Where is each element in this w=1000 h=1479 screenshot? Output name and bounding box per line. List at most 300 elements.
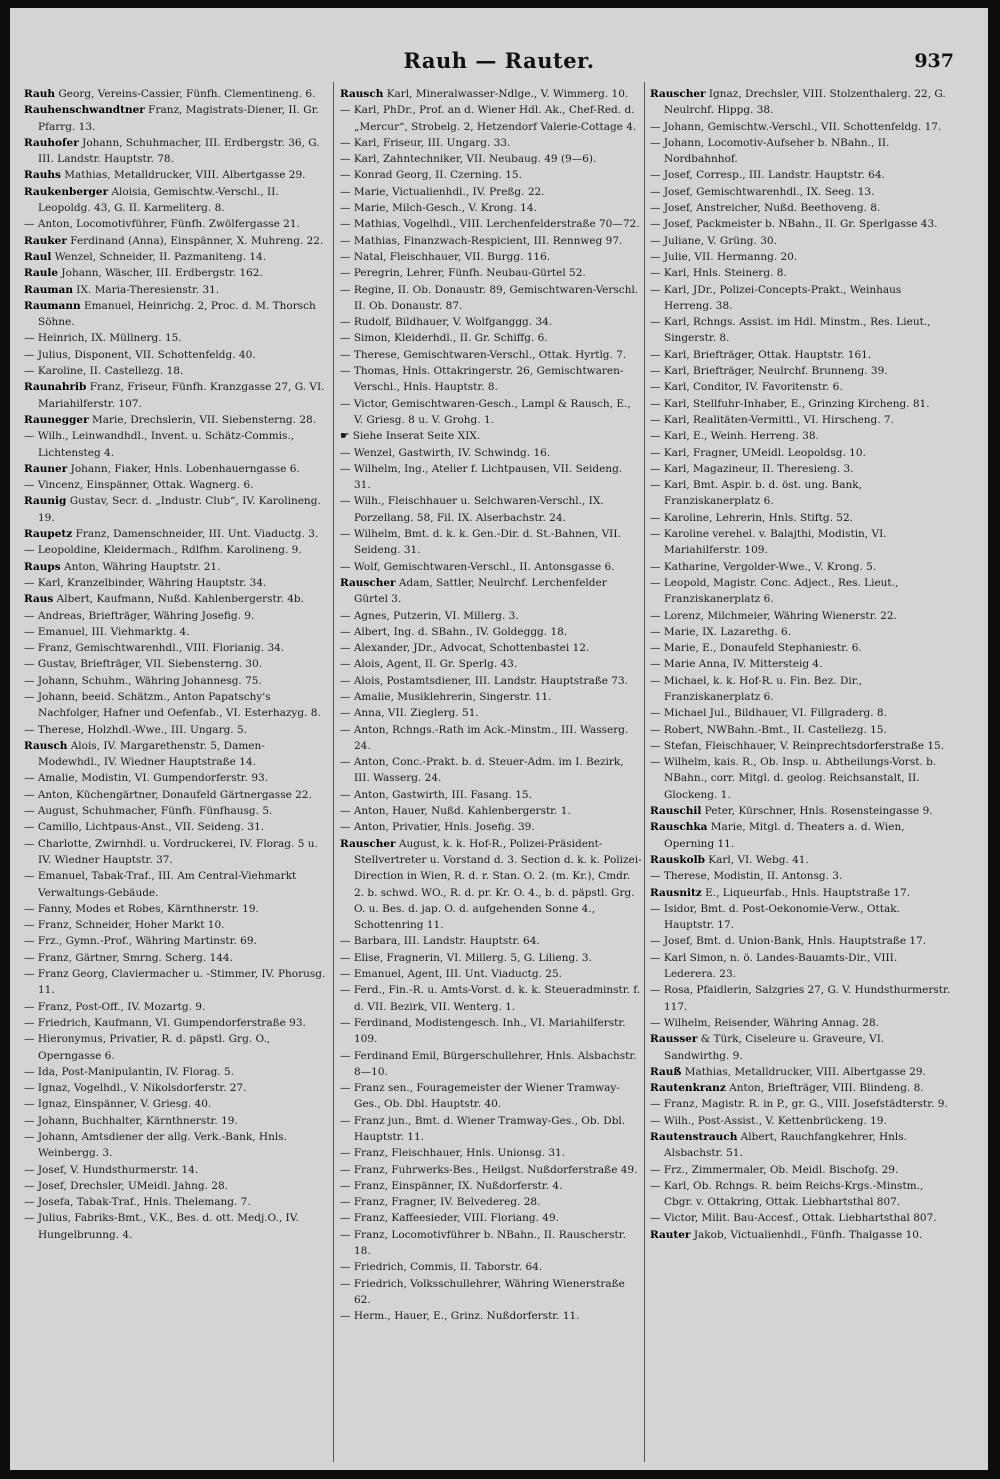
entry-details: — Frz., Gymn.-Prof., Währing Martinstr. 69. [24, 935, 257, 948]
entry-details: — Wilhelm, Reisender, Währing Annag. 28. [650, 1016, 880, 1029]
entry-details: — Marie, E., Donaufeld Stephaniestr. 6. [650, 642, 862, 655]
directory-entry [650, 819, 952, 852]
entry-surname: Rausser [650, 1033, 698, 1046]
directory-entry [24, 787, 326, 803]
entry-details: Aloisia, Gemischtw.-Verschl., II. Leopoldg. 43, G. II. Karmeliterg. 8. [38, 185, 279, 215]
directory-entry [24, 656, 326, 672]
directory-entry [340, 216, 642, 232]
directory-entry [650, 119, 952, 135]
entry-details: Wenzel, Schneider, II. Pazmaniteng. 14. [54, 250, 267, 263]
directory-entry [340, 787, 642, 803]
directory-entry [650, 135, 952, 168]
directory-entry [650, 705, 952, 721]
directory-entry [650, 1210, 952, 1226]
entry-details: — Michael Jul., Bildhauer, VI. Fillgraderg. 8. [650, 707, 887, 720]
entry-details: — Agnes, Putzerin, VI. Millerg. 3. [340, 609, 519, 622]
entry-surname: Rautenstrauch [650, 1131, 738, 1143]
directory-entry [340, 1178, 642, 1194]
entry-details: — Franz, Einspänner, IX. Nußdorferstr. 4. [340, 1179, 563, 1192]
directory-entry [650, 233, 952, 249]
entry-details: — Marie, Victualienhdl., IV. Preßg. 22. [340, 185, 545, 198]
entry-details: — Karl, Briefträger, Neulrchf. Brunneng. 39. [650, 365, 888, 378]
entry-details: — Ignaz, Einspänner, V. Griesg. 40. [24, 1098, 212, 1111]
entry-details: — Karl, JDr., Polizei-Concepts-Prakt., Weinhaus Herreng. 38. [650, 283, 902, 312]
entry-details: — Rudolf, Bildhauer, V. Wolfganggg. 34. [340, 316, 553, 329]
entry-details: — Mathias, Finanzwach-Respicient, III. Rennweg 97. [340, 234, 623, 247]
directory-entry [650, 722, 952, 738]
entry-details: — Alexander, JDr., Advocat, Schottenbastei 12. [340, 642, 590, 655]
entry-details: — Franz, Gärtner, Smrng. Scherg. 144. [24, 951, 233, 964]
entry-details: — Anton, Locomotivführer, Fünfh. Zwölfergasse 21. [24, 218, 300, 231]
directory-entry [340, 575, 642, 608]
entry-details: — Franz, Gemischtwarenhdl., VIII. Florianig. 34. [24, 642, 285, 655]
directory-entry [650, 314, 952, 347]
directory-entry [340, 1227, 642, 1260]
directory-entry [650, 379, 952, 395]
directory-entry [340, 689, 642, 705]
directory-entry [650, 868, 952, 884]
entry-details: Mathias, Metalldrucker, VIII. Albertgasse 29. [684, 1065, 926, 1078]
directory-entry [650, 738, 952, 754]
directory-entry [650, 412, 952, 428]
entry-details: — Anna, VII. Zieglerg. 51. [340, 707, 479, 720]
directory-entry [24, 868, 326, 901]
directory-entry [24, 330, 326, 346]
directory-entry [650, 624, 952, 640]
directory-entry [340, 233, 642, 249]
directory-entry [340, 102, 642, 135]
directory-entry [24, 542, 326, 558]
directory-entry [24, 738, 326, 771]
entry-details: — Friedrich, Volksschullehrer, Währing Wienerstraße 62. [340, 1277, 625, 1306]
entry-details: Karl, VI. Webg. 41. [708, 853, 809, 866]
directory-entry [650, 1064, 952, 1080]
entry-details: Ignaz, Drechsler, VIII. Stolzenthalerg. 22, G. Neulrchf. Hippg. 38. [664, 88, 946, 117]
column-divider [333, 82, 334, 1462]
directory-entry [24, 249, 326, 265]
directory-entry [24, 836, 326, 869]
directory-entry [340, 265, 642, 281]
directory-entry [340, 608, 642, 624]
entry-details: — Johann, Buchhalter, Kärnthnerstr. 19. [24, 1114, 238, 1127]
directory-entry [340, 396, 642, 429]
directory-entry [650, 1162, 952, 1178]
entry-details: Adam, Sattler, Neulrchf. Lerchenfelder Gürtel 3. [354, 576, 607, 606]
entry-details: — Franz, Kaffeesieder, VIII. Floriang. 49. [340, 1212, 559, 1225]
directory-page [10, 8, 988, 1470]
directory-entry [650, 754, 952, 803]
directory-entry [340, 445, 642, 461]
directory-entry [24, 640, 326, 656]
directory-entry [650, 640, 952, 656]
directory-entry [24, 477, 326, 493]
entry-details: — Josef, Anstreicher, Nußd. Beethoveng. 8. [650, 202, 881, 215]
entry-details: — Karl, Stellfuhr-Inhaber, E., Grinzing Kircheng. 81. [650, 397, 930, 410]
directory-entry [650, 200, 952, 216]
entry-details: — Julius, Disponent, VII. Schottenfeldg. 40. [24, 348, 256, 361]
directory-entry [24, 347, 326, 363]
directory-entry [24, 1064, 326, 1080]
entry-details: — Franz, Fuhrwerks-Bes., Heilgst. Nußdorferstraße 49. [340, 1163, 638, 1176]
entry-details: — Karl, Bmt. Aspir. b. d. öst. ung. Bank, Franziskanerplatz 6. [650, 479, 862, 508]
entry-surname: Raunahrib [24, 381, 87, 394]
directory-entry [650, 982, 952, 1015]
entry-details: — Leopoldine, Kleidermach., Rdlfhm. Karolineng. 9. [24, 544, 302, 557]
entry-details: Emanuel, Heinrichg. 2, Proc. d. M. Thorsch Söhne. [38, 299, 316, 329]
directory-entry [340, 673, 642, 689]
entry-details: — Karl, Briefträger, Ottak. Hauptstr. 161. [650, 348, 872, 361]
entry-details: — Franz, Schneider, Hoher Markt 10. [24, 919, 225, 932]
entry-details: — Amalie, Musiklehrerin, Singerstr. 11. [340, 690, 552, 703]
entry-details: — Karl, Rchngs. Assist. im Hdl. Minstm., Res. Lieut., Singerstr. 8. [650, 316, 931, 345]
directory-entry [24, 1031, 326, 1064]
entry-surname: Rauscher [340, 837, 396, 850]
entry-surname: Rauhofer [24, 136, 79, 149]
entry-details: — Marie Anna, IV. Mittersteig 4. [650, 658, 823, 671]
directory-entry [650, 559, 952, 575]
column-divider [644, 82, 645, 1462]
directory-entry [340, 656, 642, 672]
directory-entry [24, 412, 326, 428]
directory-entry [24, 1015, 326, 1031]
directory-entry [24, 298, 326, 331]
directory-entry [24, 184, 326, 217]
directory-entry [340, 982, 642, 1015]
directory-entry [650, 265, 952, 281]
entry-details: Albert, Kaufmann, Nußd. Kahlenbergerstr. 4b. [56, 593, 304, 606]
directory-entry [24, 363, 326, 379]
entry-details: — Konrad Georg, II. Czerning. 15. [340, 169, 522, 182]
entry-details: — Katharine, Vergolder-Wwe., V. Krong. 5. [650, 560, 877, 573]
entry-details: — Johann, Locomotiv-Aufseher b. NBahn., II. Nordbahnhof. [650, 136, 890, 166]
directory-entry [650, 656, 952, 672]
entry-details: — Ida, Post-Manipulantin, IV. Florag. 5. [24, 1065, 234, 1078]
entry-details: August, k. k. Hof-R., Polizei-Präsident-Stellvertreter u. Vorstand d. 3. Section d. k. k. Polizei-Direction in Wien, R. d. r. Stan. O. 2. (m. Kr.), Cmdr. 2. b. schwd. WO., R. d. pr. Kr. O. 4., b. d. päpstl. Grg. O. u. Bes. d. jap. O. d. aufgehenden Sonne 4., Schottenring 11. [354, 837, 642, 932]
directory-entry [650, 933, 952, 949]
directory-entry [650, 1113, 952, 1129]
entry-details: — Wenzel, Gastwirth, IV. Schwindg. 16. [340, 446, 551, 459]
entry-details: Johann, Fiaker, Hnls. Lobenhauerngasse 6. [70, 462, 300, 475]
column-2 [340, 86, 642, 1462]
entry-details: — Franz sen., Fouragemeister der Wiener Tramway-Ges., Ob. Dbl. Hauptstr. 40. [340, 1082, 620, 1111]
entry-details: Albert, Rauchfangkehrer, Hnls. Alsbachstr. 51. [664, 1131, 908, 1160]
entry-details: Jakob, Victualienhdl., Fünfh. Thalgasse 10. [693, 1228, 923, 1241]
entry-details: — Josef, Packmeister b. NBahn., II. Gr. Sperlgasse 43. [650, 218, 938, 231]
entry-details: — Wilh., Fleischhauer u. Selchwaren-Verschl., IX. Porzellang. 58, Fil. IX. Alserbachstr. 24. [340, 495, 604, 524]
directory-entry [24, 673, 326, 689]
directory-entry [650, 477, 952, 510]
entry-details: — Camillo, Lichtpaus-Anst., VII. Seideng. 31. [24, 821, 265, 834]
directory-entry [340, 624, 642, 640]
entry-details: — Anton, Hauer, Nußd. Kahlenbergerstr. 1. [340, 805, 571, 818]
directory-entry [650, 575, 952, 608]
directory-entry [340, 86, 642, 102]
directory-entry [24, 493, 326, 526]
entry-surname: Rauskolb [650, 853, 705, 866]
entry-details: — Johann, Schuhm., Währing Johannesg. 75. [24, 674, 262, 687]
entry-surname: Raunegger [24, 413, 89, 426]
entry-details: — Josef, Bmt. d. Union-Bank, Hnls. Hauptstraße 17. [650, 935, 927, 948]
entry-details: — Karl, Conditor, IV. Favoritenstr. 6. [650, 381, 843, 394]
directory-entry [340, 167, 642, 183]
directory-entry [650, 673, 952, 706]
directory-entry [650, 184, 952, 200]
directory-entry [650, 852, 952, 868]
entry-details: — Alois, Agent, II. Gr. Sperlg. 43. [340, 658, 518, 671]
directory-entry [340, 314, 642, 330]
entry-surname: Rauhenschwandtner [24, 104, 145, 117]
entry-details: — Karl, Hnls. Steinerg. 8. [650, 267, 787, 280]
entry-details: — Karl, E., Weinh. Herreng. 38. [650, 430, 819, 443]
entry-surname: Raupetz [24, 528, 73, 541]
column-1 [24, 86, 326, 1462]
entry-details: Mathias, Metalldrucker, VIII. Albertgasse 29. [64, 169, 306, 182]
directory-entry [340, 1145, 642, 1161]
entry-details: — Karl, Kranzelbinder, Währing Hauptstr. 34. [24, 576, 267, 589]
entry-details: & Türk, Ciseleure u. Graveure, VI. Sandwirthg. 9. [664, 1033, 885, 1062]
directory-entry [650, 1080, 952, 1096]
directory-entry [340, 135, 642, 151]
entry-details: Johann, Wäscher, III. Erdbergstr. 162. [61, 267, 263, 280]
entry-details: — Robert, NWBahn.-Bmt., II. Castellezg. 15. [650, 723, 887, 736]
entry-details: — Emanuel, Tabak-Traf., III. Am Central-Viehmarkt Verwaltungs-Gebäude. [24, 870, 297, 899]
directory-entry [24, 526, 326, 542]
directory-entry [650, 396, 952, 412]
directory-entry [650, 608, 952, 624]
directory-entry [340, 428, 642, 444]
directory-entry [24, 933, 326, 949]
entry-details: — Franz, Post-Off., IV. Mozartg. 9. [24, 1000, 206, 1013]
entry-details: — Marie, Milch-Gesch., V. Krong. 14. [340, 202, 537, 215]
directory-entry [650, 167, 952, 183]
page-number: 937 [914, 50, 954, 72]
entry-details: — Franz, Fragner, IV. Belvedereg. 28. [340, 1196, 541, 1209]
directory-entry [24, 428, 326, 461]
directory-entry [340, 347, 642, 363]
entry-details: — Therese, Modistin, II. Antonsg. 3. [650, 870, 843, 883]
directory-entry [24, 135, 326, 168]
entry-surname: Rauschka [650, 821, 708, 834]
directory-entry [24, 461, 326, 477]
entry-details: — Albert, Ing. d. SBahn., IV. Goldeggg. 18. [340, 625, 568, 638]
entry-surname: Rauker [24, 234, 67, 247]
directory-entry [340, 1210, 642, 1226]
page-header [10, 48, 988, 78]
entry-details: — Fanny, Modes et Robes, Kärnthnerstr. 19. [24, 902, 259, 915]
entry-surname: Raups [24, 560, 61, 573]
entry-surname: Raumann [24, 299, 81, 312]
directory-entry [24, 265, 326, 281]
entry-details: — Friedrich, Kaufmann, VI. Gumpendorferstraße 93. [24, 1016, 306, 1029]
entry-details: Johann, Schuhmacher, III. Erdbergstr. 36, G. III. Landstr. Hauptstr. 78. [38, 136, 320, 166]
directory-entry [24, 1162, 326, 1178]
entry-details: Alois, IV. Margarethenstr. 5, Damen-Modewhdl., IV. Wiedner Hauptstraße 14. [38, 739, 265, 769]
directory-entry [340, 640, 642, 656]
directory-entry [340, 249, 642, 265]
directory-entry [340, 803, 642, 819]
entry-details: — Rosa, Pfaidlerin, Salzgries 27, G. V. Hundsthurmerstr. 117. [650, 984, 951, 1013]
entry-surname: Rauner [24, 462, 68, 475]
directory-entry [650, 86, 952, 119]
directory-entry [650, 1096, 952, 1112]
entry-surname: Rausch [24, 739, 68, 752]
entry-details: — Karl, Zahntechniker, VII. Neubaug. 49 (9—6). [340, 153, 597, 166]
directory-entry [24, 282, 326, 298]
entry-details: — Isidor, Bmt. d. Post-Oekonomie-Verw., Ottak. Hauptstr. 17. [650, 902, 900, 932]
directory-entry [340, 722, 642, 755]
entry-details: — Anton, Gastwirth, III. Fasang. 15. [340, 788, 532, 801]
directory-entry [650, 1031, 952, 1064]
entry-surname: Raukenberger [24, 185, 109, 198]
directory-entry [340, 526, 642, 559]
directory-entry [650, 950, 952, 983]
directory-entry [24, 575, 326, 591]
entry-details: — Josef, Drechsler, UMeidl. Jahng. 28. [24, 1179, 228, 1192]
directory-entry [340, 1048, 642, 1081]
entry-details: — Franz Georg, Claviermacher u. -Stimmer, IV. Phorusg. 11. [24, 968, 326, 997]
column-3 [650, 86, 952, 1462]
directory-entry [24, 379, 326, 412]
entry-surname: Rauhs [24, 169, 61, 182]
entry-details: — Josefa, Tabak-Traf., Hnls. Thelemang. 7. [24, 1196, 251, 1209]
directory-entry [24, 999, 326, 1015]
directory-entry [24, 722, 326, 738]
entry-surname: Rauscher [340, 576, 396, 589]
directory-entry [24, 1178, 326, 1194]
directory-entry [24, 102, 326, 135]
entry-details: Karl, Mineralwasser-Ndlge., V. Wimmerg. 10. [386, 88, 629, 100]
entry-details: Georg, Vereins-Cassier, Fünfh. Clementineng. 6. [58, 88, 316, 100]
entry-surname: Rauter [650, 1228, 691, 1241]
entry-details: Anton, Briefträger, VIII. Blindeng. 8. [729, 1082, 924, 1095]
directory-entry [340, 819, 642, 835]
directory-entry [650, 249, 952, 265]
entry-surname: Rauschil [650, 805, 702, 818]
entry-details: — Victor, Gemischtwaren-Gesch., Lampl & Rausch, E., V. Griesg. 8 u. V. Grohg. 1. [340, 397, 631, 426]
entry-details: Anton, Währing Hauptstr. 21. [64, 560, 221, 573]
directory-entry [650, 1015, 952, 1031]
directory-entry [24, 624, 326, 640]
entry-details: — Josef, Corresp., III. Landstr. Hauptstr. 64. [650, 169, 885, 182]
entry-details: — Andreas, Briefträger, Währing Josefig. 9. [24, 609, 255, 622]
entry-details: — Thomas, Hnls. Ottakringerstr. 26, Gemischtwaren-Verschl., Hnls. Hauptstr. 8. [340, 365, 624, 394]
entry-details: — Johann, beeid. Schätzm., Anton Papatschy's Nachfolger, Hafner und Oefenfab., VI. Esterhazyg. 8. [24, 690, 321, 720]
directory-entry [24, 917, 326, 933]
entry-details: — Amalie, Modistin, VI. Gumpendorferstr. 93. [24, 772, 269, 785]
entry-details: — Josef, V. Hundsthurmerstr. 14. [24, 1163, 199, 1176]
directory-entry [340, 1308, 642, 1324]
entry-details: Ferdinand (Anna), Einspänner, X. Muhreng. 22. [70, 234, 324, 247]
entry-details: — Wolf, Gemischtwaren-Verschl., II. Antonsgasse 6. [340, 560, 615, 573]
entry-details: — Victor, Milit. Bau-Accesf., Ottak. Liebhartsthal 807. [650, 1212, 937, 1225]
entry-details: — Hieronymus, Privatier, R. d. päpstl. Grg. O., Operngasse 6. [24, 1033, 271, 1062]
entry-details: — Vincenz, Einspänner, Ottak. Wagnerg. 6. [24, 479, 254, 492]
directory-entry [24, 966, 326, 999]
directory-entry [24, 1194, 326, 1210]
entry-details: — Natal, Fleischhauer, VII. Burgg. 116. [340, 250, 551, 263]
directory-entry [650, 885, 952, 901]
directory-entry [650, 510, 952, 526]
directory-entry [340, 461, 642, 494]
directory-entry [340, 200, 642, 216]
directory-entry [24, 950, 326, 966]
directory-entry [24, 689, 326, 722]
entry-details: — Karl, Ob. Rchngs. R. beim Reichs-Krgs.-Minstm., Cbgr. v. Ottakring, Ottak. Liebhartsthal 807. [650, 1179, 924, 1209]
directory-entry [650, 1227, 952, 1243]
directory-entry [650, 901, 952, 934]
directory-entry [340, 493, 642, 526]
directory-entry [24, 591, 326, 607]
directory-entry [340, 151, 642, 167]
entry-details: — Therese, Holzhdl.-Wwe., III. Ungarg. 5. [24, 723, 248, 736]
entry-details: Gustav, Secr. d. „Industr. Club“, IV. Karolineng. 19. [38, 495, 321, 524]
entry-surname: Rauß [650, 1065, 682, 1078]
entry-details: — Juliane, V. Grüng. 30. [650, 234, 777, 247]
entry-surname: Raul [24, 250, 52, 263]
entry-details: Peter, Kürschner, Hnls. Rosensteingasse 9. [704, 805, 933, 818]
directory-entry [24, 819, 326, 835]
directory-entry [650, 347, 952, 363]
directory-entry [650, 445, 952, 461]
entry-details: — Josef, Gemischtwarenhdl., IX. Seeg. 13. [650, 185, 875, 198]
entry-details: — Michael, k. k. Hof-R. u. Fin. Bez. Dir., Franziskanerplatz 6. [650, 674, 863, 703]
directory-entry [24, 608, 326, 624]
entry-details: — Emanuel, Agent, III. Unt. Viaductg. 25. [340, 968, 562, 981]
entry-details: — Karoline, Lehrerin, Hnls. Stiftg. 52. [650, 511, 853, 524]
entry-details: — Johann, Gemischtw.-Verschl., VII. Schottenfeldg. 17. [650, 120, 942, 133]
entry-details: — Wilhelm, kais. R., Ob. Insp. u. Abtheilungs-Vorst. b. NBahn., corr. Mitgl. d. geolog. Reichsanstalt, II. Glockeng. 1. [650, 756, 937, 801]
entry-details: — Leopold, Magistr. Conc. Adject., Res. Lieut., Franziskanerplatz 6. [650, 576, 899, 606]
entry-details: — Franz jun., Bmt. d. Wiener Tramway-Ges., Ob. Dbl. Hauptstr. 11. [340, 1114, 626, 1143]
entry-surname: Rausch [340, 88, 384, 100]
directory-entry [24, 1080, 326, 1096]
entry-details: — Wilhelm, Bmt. d. k. k. Gen.-Dir. d. St.-Bahnen, VII. Seideng. 31. [340, 528, 621, 557]
directory-entry [24, 216, 326, 232]
entry-details: — Karl, Fragner, UMeidl. Leopoldsg. 10. [650, 446, 866, 459]
directory-entry [24, 86, 326, 102]
directory-entry [24, 1129, 326, 1162]
entry-details: — Karoline verehel. v. Balajthi, Modistin, VI. Mariahilferstr. 109. [650, 528, 887, 557]
entry-details: ☛ Siehe Inserat Seite XIX. [340, 430, 481, 443]
directory-entry [340, 1259, 642, 1275]
entry-details: — Karl, Magazineur, II. Theresieng. 3. [650, 462, 854, 475]
directory-entry [650, 282, 952, 315]
entry-details: — Karl Simon, n. ö. Landes-Bauamts-Dir., VIII. Lederera. 23. [650, 951, 898, 981]
directory-entry [650, 803, 952, 819]
directory-entry [24, 901, 326, 917]
directory-entry [340, 1276, 642, 1309]
page-title: Rauh — Rauter. [403, 48, 595, 73]
directory-entry [24, 770, 326, 786]
directory-entry [24, 559, 326, 575]
directory-entry [340, 363, 642, 396]
entry-details: IX. Maria-Theresienstr. 31. [76, 283, 220, 296]
entry-details: — Ferdinand, Modistengesch. Inh., VI. Mariahilferstr. 109. [340, 1016, 626, 1046]
directory-entry [340, 933, 642, 949]
entry-details: Marie, Drechslerin, VII. Siebensterng. 28. [91, 413, 317, 426]
entry-details: — Lorenz, Milchmeier, Währing Wienerstr. 22. [650, 609, 897, 622]
entry-surname: Rautenkranz [650, 1082, 726, 1095]
entry-details: — Herm., Hauer, E., Grinz. Nußdorferstr. 11. [340, 1310, 580, 1323]
directory-entry [340, 966, 642, 982]
entry-details: — Ferd., Fin.-R. u. Amts-Vorst. d. k. k. Steueradminstr. f. d. VII. Bezirk, VII. Wenterg. 1. [340, 984, 641, 1013]
directory-entry [340, 754, 642, 787]
entry-details: — Wilh., Leinwandhdl., Invent. u. Schätz-Commis., Lichtensteg 4. [24, 430, 295, 459]
entry-details: E., Liqueurfab., Hnls. Hauptstraße 17. [705, 886, 911, 899]
directory-entry [340, 1080, 642, 1113]
entry-details: — Wilhelm, Ing., Atelier f. Lichtpausen, VII. Seideng. 31. [340, 462, 623, 492]
directory-entry [340, 559, 642, 575]
